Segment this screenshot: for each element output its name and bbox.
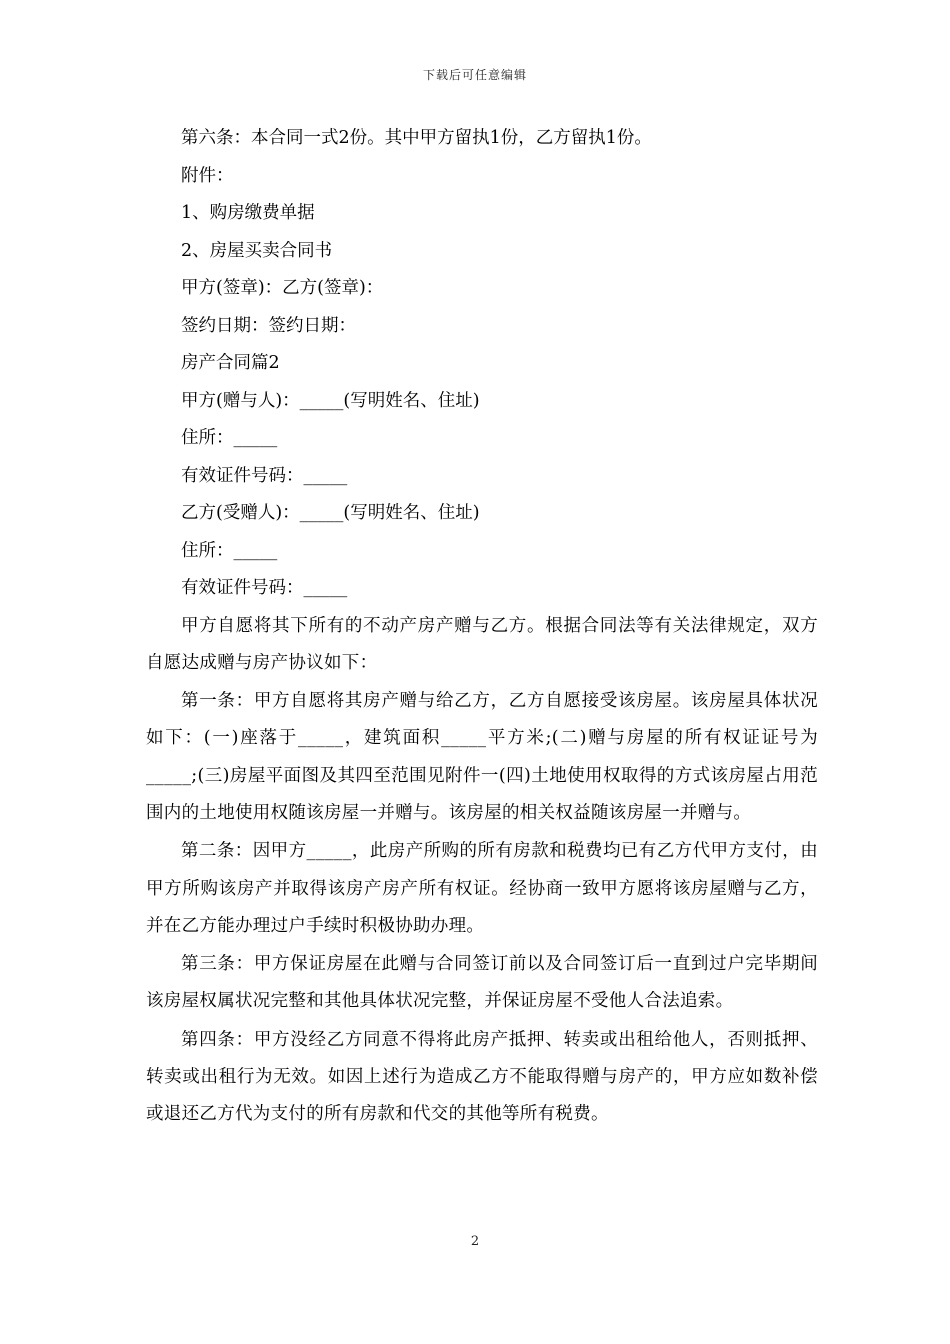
page-header: 下载后可任意编辑 — [422, 68, 527, 82]
clause-six-line: 第六条：本合同一式2份。其中甲方留执1份，乙方留执1份。 — [181, 128, 652, 148]
party-a-id-number: 有效证件号码：_____ — [181, 465, 348, 486]
party-a-line: 甲方(赠与人)：_____(写明姓名、住址) — [181, 390, 480, 411]
section-title: 房产合同篇2 — [181, 353, 280, 373]
party-b-line: 乙方(受赠人)：_____(写明姓名、住址) — [181, 503, 480, 523]
document-body — [146, 120, 818, 1135]
attachment-item-2: 2、房屋买卖合同书 — [181, 240, 333, 261]
party-a-address: 住所：_____ — [181, 428, 278, 448]
article-three-paragraph: 第三条：甲方保证房屋在此赠与合同签订前以及合同签订后一直到过户完毕期间该房屋权属状况完整和其他具体状况完整，并保证房屋不受他人合法追索。 — [146, 954, 818, 1012]
article-four-paragraph: 第四条：甲方没经乙方同意不得将此房产抵押、转卖或出租给他人，否则抵押、转卖或出租行为无效。如因上述行为造成乙方不能取得赠与房产的，甲方应如数补偿或退还乙方代为支付的所有房款和代交的其他等所有税费。 — [146, 1029, 818, 1125]
article-one-paragraph: 第一条：甲方自愿将其房产赠与给乙方，乙方自愿接受该房屋。该房屋具体状况如下：(一)座落于_____，建筑面积_____平方米;(二)赠与房屋的所有权证证号为_____;(三)房屋平面图及其四至范围见附件一(四)土地使用权取得的方式该房屋占用范围内的土地使用权随该房屋一并赠与。该房屋的相关权益随该房屋一并赠与。 — [146, 691, 818, 823]
intro-paragraph: 甲方自愿将其下所有的不动产房产赠与乙方。根据合同法等有关法律规定，双方自愿达成赠与房产协议如下： — [146, 615, 818, 673]
attachments-heading: 附件： — [181, 165, 234, 186]
article-two-paragraph: 第二条：因甲方_____，此房产所购的所有房款和税费均已有乙方代甲方支付，由甲方所购该房产并取得该房产房产所有权证。经协商一致甲方愿将该房屋赠与乙方，并在乙方能办理过户手续时积极协助办理。 — [146, 841, 818, 936]
attachment-item-1: 1、购房缴费单据 — [181, 203, 315, 223]
party-b-address: 住所：_____ — [181, 540, 278, 561]
signature-line: 甲方(签章)：乙方(签章)： — [181, 278, 384, 298]
signing-date-line: 签约日期：签约日期： — [181, 315, 356, 336]
page-number: 2 — [470, 1234, 480, 1249]
party-b-id-number: 有效证件号码：_____ — [181, 578, 348, 598]
